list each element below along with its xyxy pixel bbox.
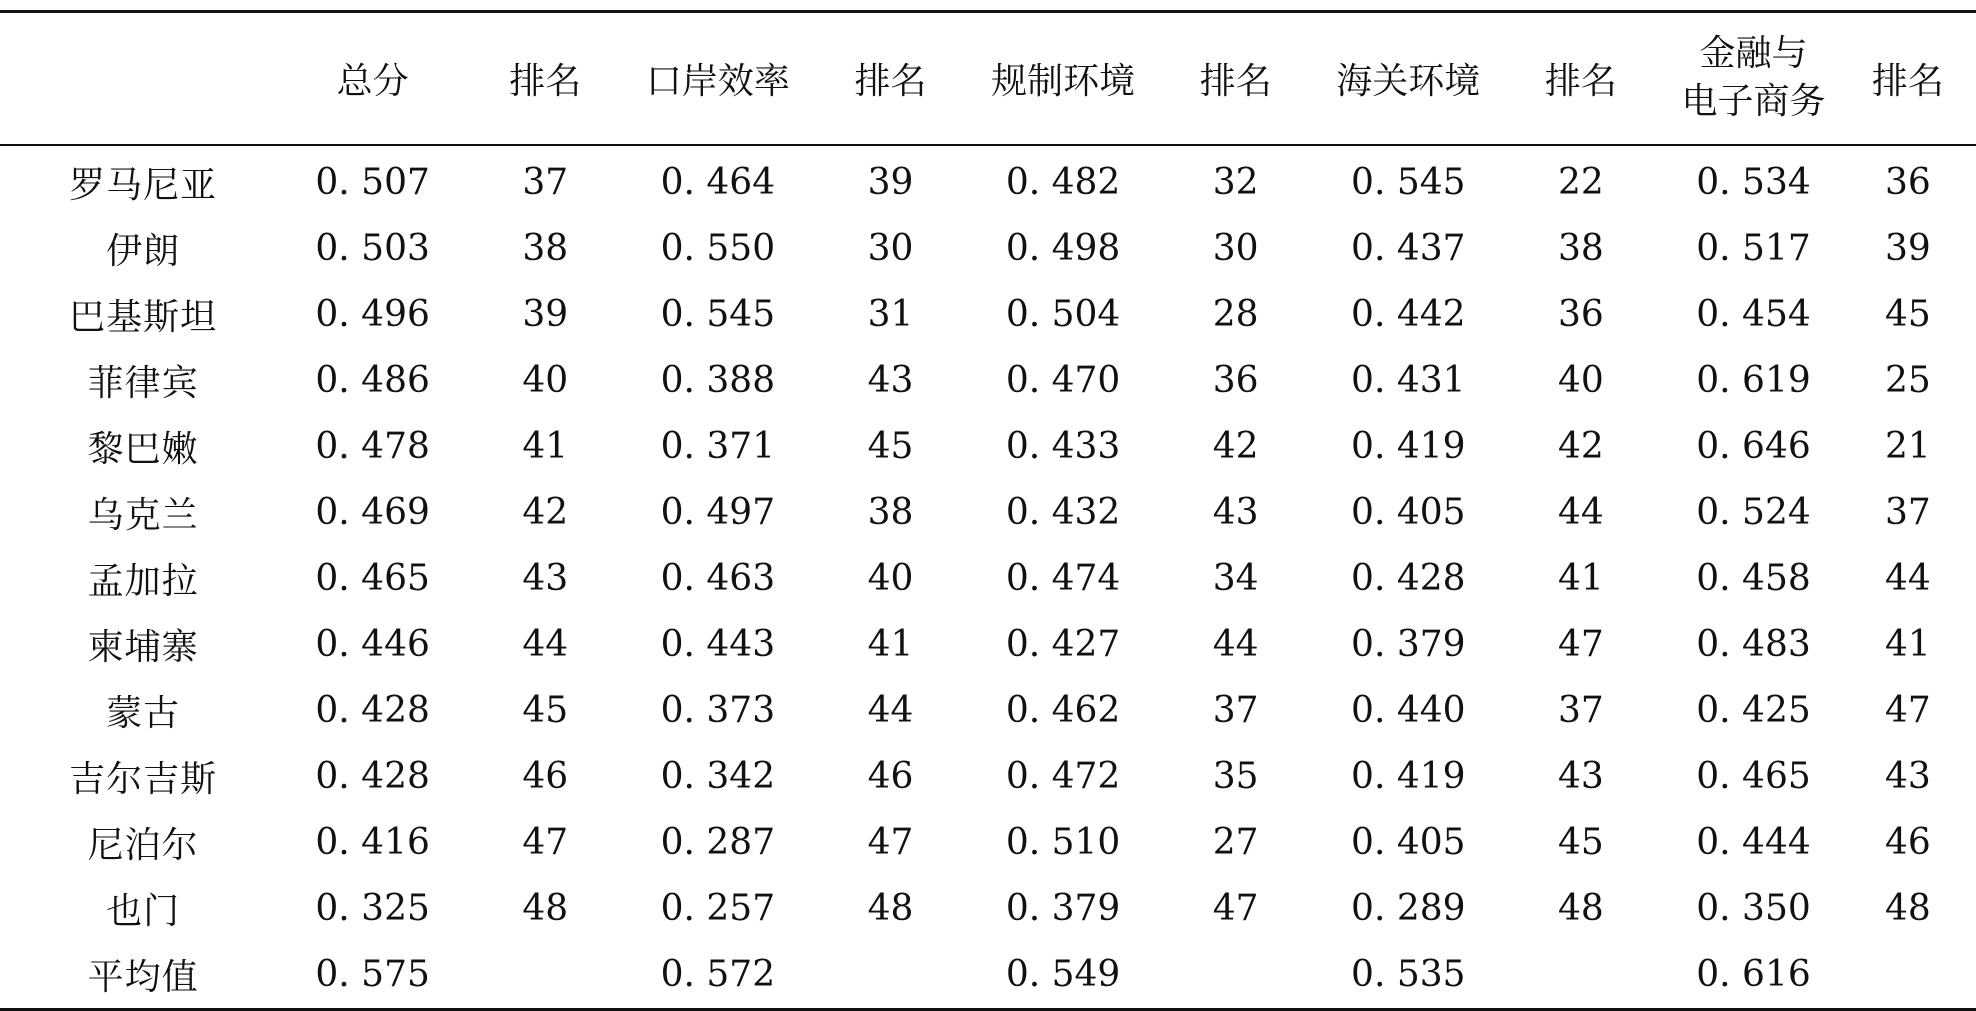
finance-cell: 0. 465 bbox=[1696, 756, 1811, 797]
customs-cell: 0. 289 bbox=[1351, 888, 1466, 929]
header-finance-line2: 电子商务 bbox=[1681, 81, 1826, 123]
total-rank-cell: 44 bbox=[522, 624, 569, 665]
header-rank-total: 排名 bbox=[509, 60, 582, 102]
country-cell: 黎巴嫩 bbox=[87, 429, 199, 470]
customs-rank-cell: 36 bbox=[1558, 294, 1604, 335]
customs-cell: 0. 419 bbox=[1351, 426, 1466, 467]
customs-cell: 0. 405 bbox=[1351, 822, 1466, 863]
total-rank-cell: 46 bbox=[522, 756, 569, 797]
port-rank-cell: 44 bbox=[867, 690, 914, 731]
regulation-rank-cell: 35 bbox=[1212, 756, 1259, 797]
customs-cell: 0. 379 bbox=[1351, 624, 1466, 665]
header-rank-port: 排名 bbox=[854, 60, 927, 102]
finance-cell: 0. 425 bbox=[1696, 690, 1811, 731]
customs-rank-cell bbox=[1495, 942, 1668, 1010]
regulation-cell: 0. 432 bbox=[1005, 492, 1121, 533]
port-efficiency-cell: 0. 464 bbox=[660, 162, 776, 203]
finance-cell: 0. 350 bbox=[1696, 888, 1811, 929]
customs-cell: 0. 419 bbox=[1351, 756, 1466, 797]
total-score-cell: 0. 496 bbox=[315, 294, 430, 335]
port-efficiency-cell: 0. 463 bbox=[660, 558, 776, 599]
port-efficiency-cell: 0. 371 bbox=[660, 426, 776, 467]
header-customs-environment: 海关环境 bbox=[1336, 60, 1481, 102]
customs-cell: 0. 442 bbox=[1351, 294, 1466, 335]
port-efficiency-cell: 0. 497 bbox=[660, 492, 776, 533]
port-rank-cell: 40 bbox=[867, 558, 914, 599]
total-score-cell: 0. 478 bbox=[315, 426, 430, 467]
total-rank-cell: 43 bbox=[522, 558, 569, 599]
finance-cell: 0. 444 bbox=[1696, 822, 1811, 863]
finance-cell: 0. 646 bbox=[1696, 426, 1811, 467]
port-efficiency-cell: 0. 388 bbox=[660, 360, 776, 401]
regulation-rank-cell: 30 bbox=[1212, 228, 1259, 269]
country-cell: 乌克兰 bbox=[87, 495, 199, 536]
regulation-rank-cell: 43 bbox=[1212, 492, 1259, 533]
port-rank-cell: 38 bbox=[867, 492, 914, 533]
regulation-cell: 0. 510 bbox=[1005, 822, 1121, 863]
trade-facilitation-table bbox=[0, 10, 1976, 1011]
total-rank-cell: 47 bbox=[522, 822, 569, 863]
port-efficiency-cell: 0. 373 bbox=[660, 690, 776, 731]
total-score-cell: 0. 507 bbox=[315, 162, 430, 203]
header-regulatory-environment: 规制环境 bbox=[991, 60, 1136, 102]
country-cell: 孟加拉 bbox=[87, 561, 199, 602]
table-row bbox=[0, 942, 1976, 1010]
regulation-rank-cell: 27 bbox=[1212, 822, 1259, 863]
header-row bbox=[0, 12, 1976, 145]
finance-rank-cell: 48 bbox=[1885, 888, 1931, 929]
regulation-rank-cell: 37 bbox=[1212, 690, 1259, 731]
regulation-cell: 0. 472 bbox=[1005, 756, 1121, 797]
port-rank-cell: 45 bbox=[867, 426, 914, 467]
total-rank-cell: 41 bbox=[522, 426, 569, 467]
port-efficiency-cell: 0. 545 bbox=[660, 294, 776, 335]
port-rank-cell bbox=[804, 942, 977, 1010]
table-row bbox=[0, 414, 1976, 480]
total-score-cell: 0. 575 bbox=[315, 954, 430, 995]
total-score-cell: 0. 469 bbox=[315, 492, 430, 533]
table-row bbox=[0, 612, 1976, 678]
country-cell: 平均值 bbox=[87, 957, 199, 998]
finance-cell: 0. 619 bbox=[1696, 360, 1811, 401]
port-efficiency-cell: 0. 287 bbox=[660, 822, 776, 863]
customs-cell: 0. 431 bbox=[1351, 360, 1466, 401]
table-body bbox=[0, 145, 1976, 1010]
finance-rank-cell: 44 bbox=[1885, 558, 1931, 599]
country-cell: 尼泊尔 bbox=[87, 825, 199, 866]
finance-rank-cell: 41 bbox=[1885, 624, 1931, 665]
header-rank-regulation: 排名 bbox=[1199, 60, 1272, 102]
data-table-container bbox=[0, 10, 1976, 1011]
table-row bbox=[0, 348, 1976, 414]
customs-rank-cell: 22 bbox=[1558, 162, 1604, 203]
port-efficiency-cell: 0. 572 bbox=[660, 954, 776, 995]
table-row bbox=[0, 216, 1976, 282]
regulation-rank-cell: 44 bbox=[1212, 624, 1259, 665]
customs-cell: 0. 440 bbox=[1351, 690, 1466, 731]
port-rank-cell: 39 bbox=[867, 162, 914, 203]
header-country bbox=[0, 12, 286, 145]
finance-rank-cell: 36 bbox=[1885, 162, 1931, 203]
customs-rank-cell: 38 bbox=[1558, 228, 1604, 269]
port-rank-cell: 47 bbox=[867, 822, 914, 863]
port-efficiency-cell: 0. 342 bbox=[660, 756, 776, 797]
customs-rank-cell: 37 bbox=[1558, 690, 1604, 731]
header-rank-customs: 排名 bbox=[1544, 60, 1617, 102]
total-score-cell: 0. 428 bbox=[315, 756, 430, 797]
total-rank-cell: 39 bbox=[522, 294, 569, 335]
finance-rank-cell: 47 bbox=[1885, 690, 1931, 731]
total-rank-cell: 42 bbox=[522, 492, 569, 533]
total-rank-cell: 48 bbox=[522, 888, 569, 929]
customs-cell: 0. 535 bbox=[1351, 954, 1466, 995]
regulation-cell: 0. 433 bbox=[1005, 426, 1121, 467]
regulation-rank-cell: 47 bbox=[1212, 888, 1259, 929]
port-rank-cell: 41 bbox=[867, 624, 914, 665]
country-cell: 罗马尼亚 bbox=[69, 165, 218, 206]
finance-cell: 0. 517 bbox=[1696, 228, 1811, 269]
finance-rank-cell bbox=[1840, 942, 1976, 1010]
finance-rank-cell: 25 bbox=[1885, 360, 1931, 401]
regulation-cell: 0. 498 bbox=[1005, 228, 1121, 269]
regulation-cell: 0. 504 bbox=[1005, 294, 1121, 335]
port-efficiency-cell: 0. 257 bbox=[660, 888, 776, 929]
port-efficiency-cell: 0. 550 bbox=[660, 228, 776, 269]
regulation-rank-cell: 28 bbox=[1212, 294, 1259, 335]
header-finance-line1: 金融与 bbox=[1699, 33, 1808, 75]
port-efficiency-cell: 0. 443 bbox=[660, 624, 776, 665]
customs-cell: 0. 437 bbox=[1351, 228, 1466, 269]
header-finance-ecommerce bbox=[1667, 12, 1840, 145]
port-rank-cell: 48 bbox=[867, 888, 914, 929]
header-port-efficiency: 口岸效率 bbox=[645, 60, 790, 102]
finance-rank-cell: 45 bbox=[1885, 294, 1931, 335]
regulation-cell: 0. 549 bbox=[1005, 954, 1121, 995]
finance-rank-cell: 46 bbox=[1885, 822, 1931, 863]
total-rank-cell: 37 bbox=[522, 162, 569, 203]
country-cell: 柬埔寨 bbox=[87, 627, 199, 668]
total-rank-cell: 38 bbox=[522, 228, 569, 269]
customs-rank-cell: 48 bbox=[1558, 888, 1604, 929]
total-rank-cell bbox=[459, 942, 632, 1010]
total-rank-cell: 40 bbox=[522, 360, 569, 401]
regulation-cell: 0. 379 bbox=[1005, 888, 1121, 929]
total-score-cell: 0. 486 bbox=[315, 360, 430, 401]
finance-cell: 0. 616 bbox=[1696, 954, 1811, 995]
total-score-cell: 0. 503 bbox=[315, 228, 430, 269]
table-row bbox=[0, 678, 1976, 744]
total-score-cell: 0. 446 bbox=[315, 624, 430, 665]
customs-rank-cell: 41 bbox=[1558, 558, 1604, 599]
country-cell: 也门 bbox=[106, 891, 181, 932]
port-rank-cell: 30 bbox=[867, 228, 914, 269]
country-cell: 菲律宾 bbox=[87, 363, 199, 404]
table-row bbox=[0, 876, 1976, 942]
customs-rank-cell: 42 bbox=[1558, 426, 1604, 467]
table-row bbox=[0, 480, 1976, 546]
customs-cell: 0. 545 bbox=[1351, 162, 1466, 203]
regulation-cell: 0. 474 bbox=[1005, 558, 1121, 599]
country-cell: 蒙古 bbox=[106, 693, 181, 734]
customs-rank-cell: 44 bbox=[1558, 492, 1604, 533]
regulation-rank-cell: 32 bbox=[1212, 162, 1259, 203]
country-cell: 吉尔吉斯 bbox=[69, 759, 218, 800]
total-rank-cell: 45 bbox=[522, 690, 569, 731]
header-total: 总分 bbox=[336, 60, 409, 102]
port-rank-cell: 31 bbox=[867, 294, 914, 335]
finance-rank-cell: 43 bbox=[1885, 756, 1931, 797]
regulation-rank-cell bbox=[1149, 942, 1322, 1010]
customs-cell: 0. 405 bbox=[1351, 492, 1466, 533]
regulation-rank-cell: 36 bbox=[1212, 360, 1259, 401]
finance-rank-cell: 37 bbox=[1885, 492, 1931, 533]
customs-rank-cell: 47 bbox=[1558, 624, 1604, 665]
finance-cell: 0. 534 bbox=[1696, 162, 1811, 203]
customs-rank-cell: 45 bbox=[1558, 822, 1604, 863]
finance-rank-cell: 21 bbox=[1885, 426, 1931, 467]
country-cell: 巴基斯坦 bbox=[69, 297, 218, 338]
regulation-cell: 0. 470 bbox=[1005, 360, 1121, 401]
header-rank-finance: 排名 bbox=[1871, 60, 1944, 102]
total-score-cell: 0. 465 bbox=[315, 558, 430, 599]
table-row bbox=[0, 546, 1976, 612]
finance-cell: 0. 454 bbox=[1696, 294, 1811, 335]
regulation-cell: 0. 427 bbox=[1005, 624, 1121, 665]
table-row bbox=[0, 282, 1976, 348]
regulation-cell: 0. 462 bbox=[1005, 690, 1121, 731]
finance-cell: 0. 458 bbox=[1696, 558, 1811, 599]
customs-rank-cell: 43 bbox=[1558, 756, 1604, 797]
port-rank-cell: 46 bbox=[867, 756, 914, 797]
table-row bbox=[0, 145, 1976, 216]
regulation-rank-cell: 34 bbox=[1212, 558, 1259, 599]
total-score-cell: 0. 428 bbox=[315, 690, 430, 731]
table-row bbox=[0, 744, 1976, 810]
customs-rank-cell: 40 bbox=[1558, 360, 1604, 401]
finance-rank-cell: 39 bbox=[1885, 228, 1931, 269]
country-cell: 伊朗 bbox=[106, 231, 181, 272]
finance-cell: 0. 483 bbox=[1696, 624, 1811, 665]
regulation-rank-cell: 42 bbox=[1212, 426, 1259, 467]
total-score-cell: 0. 325 bbox=[315, 888, 430, 929]
total-score-cell: 0. 416 bbox=[315, 822, 430, 863]
regulation-cell: 0. 482 bbox=[1005, 162, 1121, 203]
finance-cell: 0. 524 bbox=[1696, 492, 1811, 533]
port-rank-cell: 43 bbox=[867, 360, 914, 401]
customs-cell: 0. 428 bbox=[1351, 558, 1466, 599]
table-row bbox=[0, 810, 1976, 876]
